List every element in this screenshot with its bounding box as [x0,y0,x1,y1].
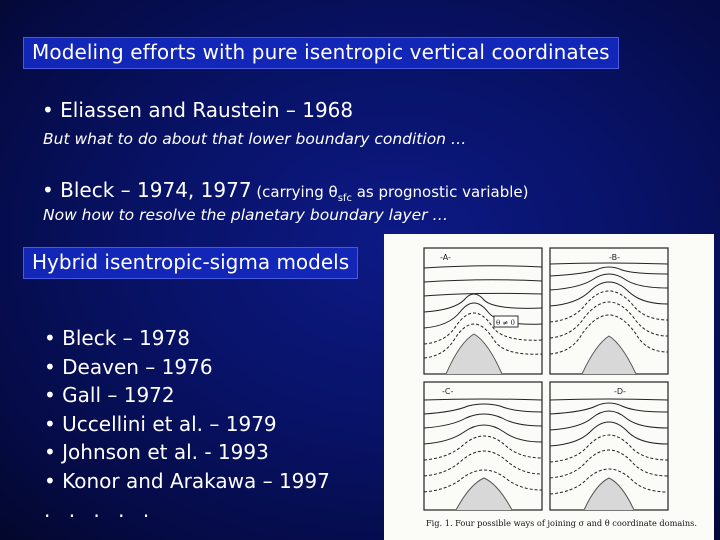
reference-list [44,324,330,524]
bullet-bleck-1974 [42,178,528,204]
panel-b-label: -B- [609,253,620,262]
paren-close: as prognostic variable) [351,183,529,201]
panel-a-label: -A- [440,253,451,262]
section-title-isentropic: Modeling efforts with pure isentropic vertical coordinates [23,37,619,69]
list-ellipsis: . . . . . [44,497,156,522]
figure-image [384,234,714,540]
bullet-bleck-paren [251,183,529,204]
panel-a-inner-label: θ ≠ 0 [496,319,515,327]
paren-open: (carrying [251,183,329,201]
bullet-eliassen-raustein: • Eliassen and Raustein – 1968 [42,98,354,122]
panel-c-label: -C- [442,387,454,396]
panel-c [424,382,542,510]
coordinate-domains-figure [384,234,714,540]
note-lower-boundary: But what to do about that lower boundary condition … [43,130,467,148]
theta-symbol: θ [328,183,338,201]
figure-caption: Fig. 1. Four possible ways of joining σ and θ coordinate domains. [426,518,697,528]
panel-d [550,382,668,510]
theta-subscript: sfc [337,193,352,204]
panel-d-label: -D- [614,387,626,396]
list-item: • Uccellini et al. – 1979 [44,411,277,436]
list-item: • Deaven – 1976 [44,354,213,379]
list-item: • Gall – 1972 [44,383,175,408]
section-title-hybrid: Hybrid isentropic-sigma models [23,247,358,279]
note-planetary-boundary: Now how to resolve the planetary boundary layer … [43,206,448,224]
list-item: • Johnson et al. - 1993 [44,440,269,465]
list-item: • Konor and Arakawa – 1997 [44,468,330,493]
bullet-bleck-main: • Bleck – 1974, 1977 [42,178,252,202]
panel-b [550,248,668,374]
list-item: • Bleck – 1978 [44,326,190,350]
panel-a [424,248,542,374]
